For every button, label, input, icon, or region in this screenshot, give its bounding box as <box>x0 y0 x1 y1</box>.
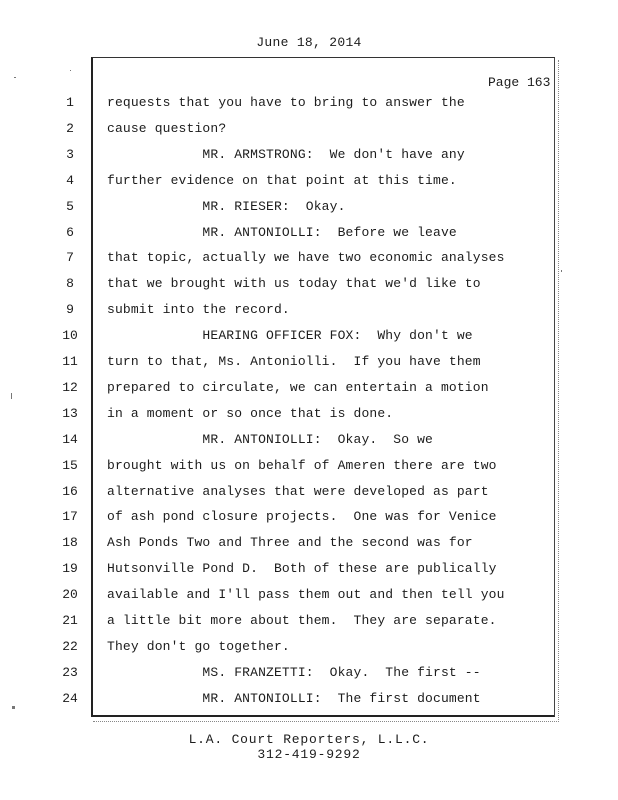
line-number: 9 <box>66 302 74 317</box>
line-number: 1 <box>66 95 74 110</box>
transcript-line: a little bit more about them. They are separate. <box>107 613 497 628</box>
transcript-line: They don't go together. <box>107 639 290 654</box>
line-number: 15 <box>62 458 78 473</box>
line-number: 5 <box>66 199 74 214</box>
transcript-line: Ash Ponds Two and Three and the second was for <box>107 535 473 550</box>
transcript-line: brought with us on behalf of Ameren there are two <box>107 458 497 473</box>
line-number: 19 <box>62 561 78 576</box>
transcript-line: MR. ANTONIOLLI: The first document <box>107 691 481 706</box>
line-number: 17 <box>62 509 78 524</box>
line-number: 22 <box>62 639 78 654</box>
transcript-line: available and I'll pass them out and then tell you <box>107 587 505 602</box>
scan-speck <box>11 393 12 399</box>
line-number: 3 <box>66 147 74 162</box>
line-number: 18 <box>62 535 78 550</box>
transcript-line: that topic, actually we have two economic analyses <box>107 250 505 265</box>
transcript-line: requests that you have to bring to answer the <box>107 95 465 110</box>
transcript-line: MR. ANTONIOLLI: Before we leave <box>107 225 457 240</box>
line-number: 11 <box>62 354 78 369</box>
transcript-line: turn to that, Ms. Antoniolli. If you have them <box>107 354 481 369</box>
transcript-line: HEARING OFFICER FOX: Why don't we <box>107 328 473 343</box>
line-number: 7 <box>66 250 74 265</box>
line-number: 16 <box>62 484 78 499</box>
transcript-line: in a moment or so once that is done. <box>107 406 394 421</box>
page-number: Page 163 <box>488 75 551 90</box>
line-number: 21 <box>62 613 78 628</box>
transcript-line: MR. RIESER: Okay. <box>107 199 346 214</box>
scan-speck <box>14 77 16 78</box>
transcript-line: prepared to circulate, we can entertain a motion <box>107 380 489 395</box>
scan-speck <box>70 70 71 71</box>
transcript-line: MS. FRANZETTI: Okay. The first -- <box>107 665 481 680</box>
line-number: 24 <box>62 691 78 706</box>
transcript-line: of ash pond closure projects. One was for Venice <box>107 509 497 524</box>
line-number: 14 <box>62 432 78 447</box>
line-number: 8 <box>66 276 74 291</box>
transcript-line: that we brought with us today that we'd like to <box>107 276 481 291</box>
transcript-line: submit into the record. <box>107 302 290 317</box>
line-number: 23 <box>62 665 78 680</box>
transcript-line: Hutsonville Pond D. Both of these are publically <box>107 561 497 576</box>
line-number: 20 <box>62 587 78 602</box>
line-number: 10 <box>62 328 78 343</box>
transcript-line: alternative analyses that were developed as part <box>107 484 489 499</box>
line-number: 12 <box>62 380 78 395</box>
scan-speck <box>561 270 562 272</box>
scan-speck <box>12 706 15 709</box>
transcript-line: cause question? <box>107 121 227 136</box>
transcript-date: June 18, 2014 <box>256 35 362 50</box>
transcript-line: MR. ARMSTRONG: We don't have any <box>107 147 465 162</box>
frame-edge-right <box>558 60 560 720</box>
line-number: 2 <box>66 121 74 136</box>
line-number: 13 <box>62 406 78 421</box>
court-reporter-phone: 312-419-9292 <box>257 747 361 762</box>
line-number: 6 <box>66 225 74 240</box>
line-number: 4 <box>66 173 74 188</box>
transcript-line: MR. ANTONIOLLI: Okay. So we <box>107 432 434 447</box>
frame-edge-bottom <box>93 721 559 723</box>
court-reporter-name: L.A. Court Reporters, L.L.C. <box>188 732 430 747</box>
transcript-line: further evidence on that point at this time. <box>107 173 457 188</box>
